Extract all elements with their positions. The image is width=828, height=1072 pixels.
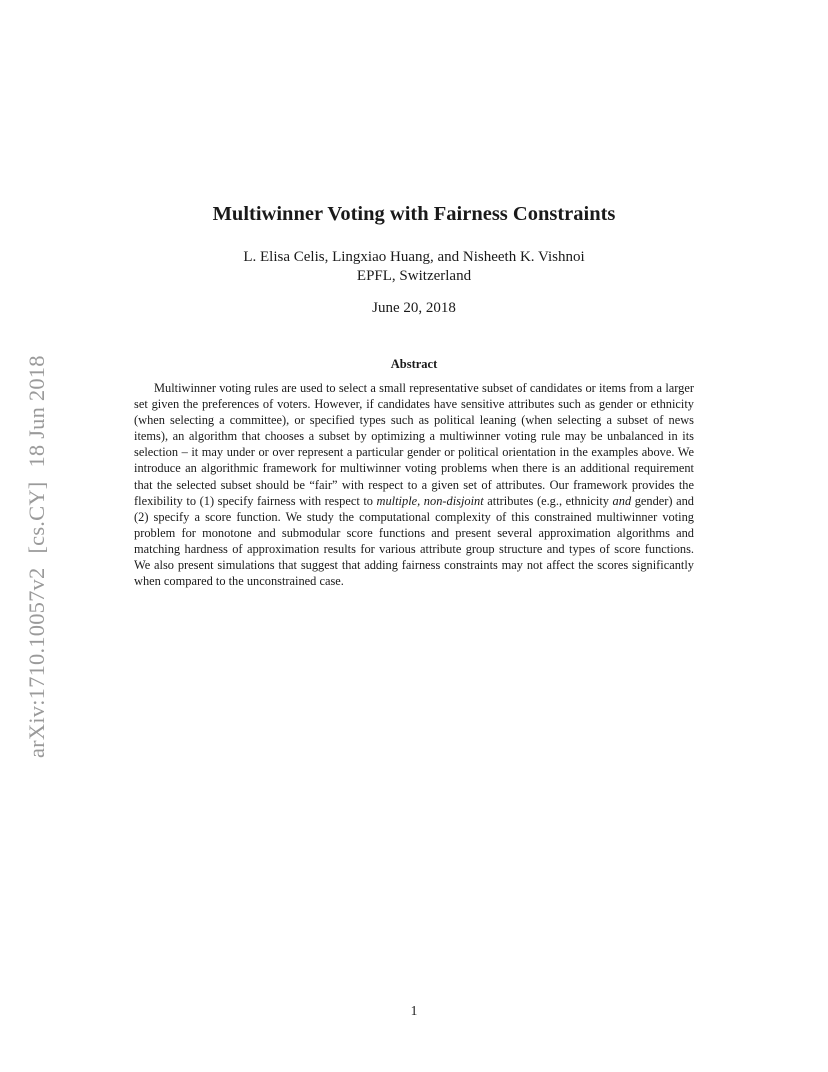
abstract-body <box>134 380 694 589</box>
abstract-text-3: gender) and (2) specify a score function. We study the computational complexity of this constrained multiwinner voting problem for monotone and submodular score functions and present several approximation algorithms and matching hardness of approximation results for various attribute group structure and types of score functions. We also present simulations that suggest that adding fairness constraints may not affect the scores significantly when compared to the unconstrained case. <box>134 493 694 589</box>
paper-title: Multiwinner Voting with Fairness Constraints <box>212 203 616 225</box>
page-number: 1 <box>410 1003 418 1018</box>
abstract-text-2: attributes (e.g., ethnicity <box>483 493 613 508</box>
arxiv-date: 18 Jun 2018 <box>24 355 49 468</box>
paper-authors: L. Elisa Celis, Lingxiao Huang, and Nisheeth K. Vishnoi <box>243 249 585 265</box>
arxiv-category: [cs.CY] <box>24 481 49 554</box>
abstract-emphasis-1: multiple, non-disjoint <box>376 493 484 508</box>
abstract-emphasis-2: and <box>612 493 632 508</box>
paper-affiliation: EPFL, Switzerland <box>356 268 472 284</box>
paper-date: June 20, 2018 <box>372 300 456 316</box>
abstract-text-1: Multiwinner voting rules are used to select a small representative subset of candidates or items from a larger set given the preferences of voters. However, if candidates have sensitive attributes such as gender or ethnicity (when selecting a committee), or specified types such as political leaning (when selecting a subset of news items), an algorithm that chooses a subset by optimizing a multiwinner voting rule may be unbalanced in its selection – it may under or over represent a particular gender or political orientation in the examples above. We introduce an algorithmic framework for multiwinner voting problems when there is an additional requirement that the selected subset should be “fair” with respect to a given set of attributes. Our framework provides the flexibility to (1) specify fairness with respect to <box>134 381 694 508</box>
abstract-heading: Abstract <box>390 357 438 371</box>
arxiv-id: arXiv:1710.10057v2 <box>24 567 49 758</box>
